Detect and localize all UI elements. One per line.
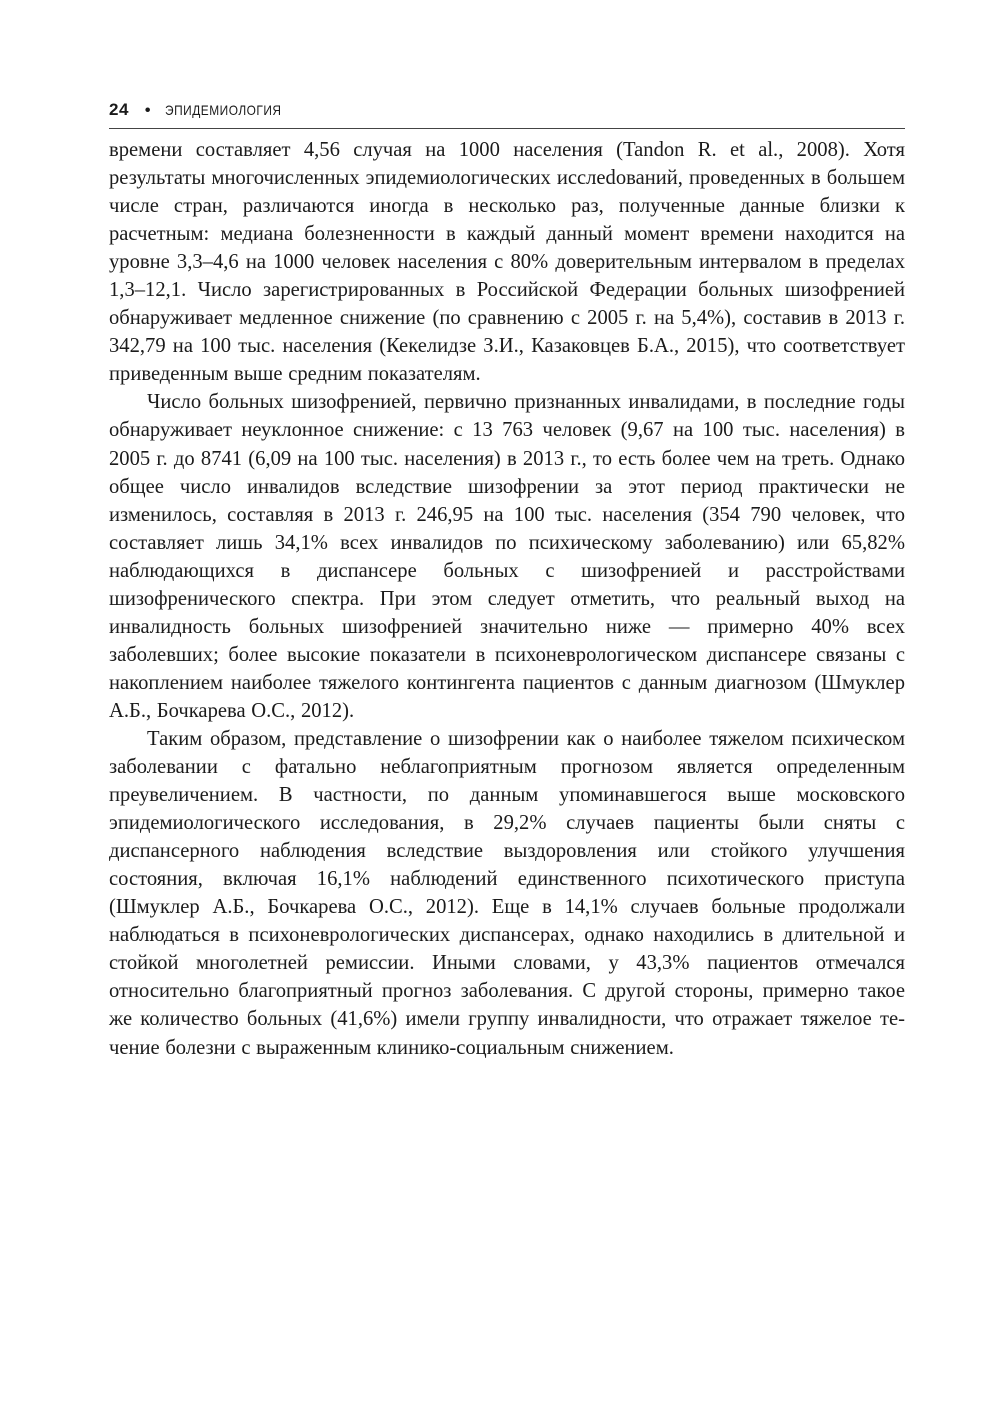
paragraph-2: Число больных шизофренией, первично признанных инвалидами, в последние годы обнаруживает неуклонное снижение: с 13 763 человек (9,67 на 100 тыс. населения) в 2005 г. до 8741 (6,09 на 100 тыс. населения) в 2013 г., то есть более чем на треть. Однако общее число инвалидов вследствие шизофрении за этот период практически не изменилось, составляя в 2013 г. 246,95 на 100 тыс. населения (354 790 человек, что составляет лишь 34,1% всех инвалидов по психическому заболеванию) или 65,82% наблюдающихся в диспансере больных с шизофренией и расстройствами шизофренического спектра. При этом следует отметить, что реальный выход на инвалидность больных шизофренией значительно ниже — примерно 40% всех заболевших; более высокие показатели в психоневрологическом диспансере связаны с накоплением наиболее тяжелого контингента пациентов с данным диагнозом (Шмуклер А.Б., Бочкарева О.С., 2012).: [109, 391, 905, 722]
section-title: ЭПИДЕМИОЛОГИЯ: [164, 102, 282, 118]
bullet-separator: •: [144, 102, 151, 119]
page-number: 24: [109, 100, 129, 119]
body-text: [109, 136, 905, 1062]
paragraph-3: Таким образом, представление о шизофрении как о наиболее тяжелом психическом заболевании с фатально неблагоприятным прогнозом является определенным преувеличением. В частности, по данным упоминавшегося выше московского эпидемиологического исследования, в 29,2% случаев пациенты были сняты с диспансерного наблюдения вследствие выздоровления или стойкого улучшения состояния, включая 16,1% наблюдений единственного психотического приступа (Шмуклер А.Б., Бочкарева О.С., 2012). Еще в 14,1% случаев больные продолжали наблюдаться в психоневрологических диспансерах, однако находились в длительной и стойкой многолетней ремиссии. Иными словами, у 43,3% пациентов отмечался относительно благоприятный прогноз заболевания. С другой стороны, примерно такое же количество больных (41,6%) имели группу инвалидности, что отражает тяжелое течение болезни с выраженным клинико-социальным снижением.: [109, 727, 905, 1059]
header-rule: [109, 128, 905, 129]
book-page: [109, 100, 905, 1062]
running-head: [109, 100, 905, 126]
paragraph-1: времени составляет 4,56 случая на 1000 населения (Tandon R. et al., 2008). Хотя результаты многочисленных эпидемиологических исслеdований, проведенных в большем числе стран, различаются иногда в несколько раз, полученные данные близки к расчетным: медиана болезненности в каждый данный момент времени находится на уровне 3,3–4,6 на 1000 человек населения с 80% доверительным интервалом в пределах 1,3–12,1. Число зарегистрированных в Российской Федерации больных шизофренией обнаруживает медленное снижение (по сравнению с 2005 г. на 5,4%), составив в 2013 г. 342,79 на 100 тыс. населения (Кекелидзе З.И., Казаковцев Б.А., 2015), что соответствует приведенным выше средним показателям.: [109, 139, 905, 386]
